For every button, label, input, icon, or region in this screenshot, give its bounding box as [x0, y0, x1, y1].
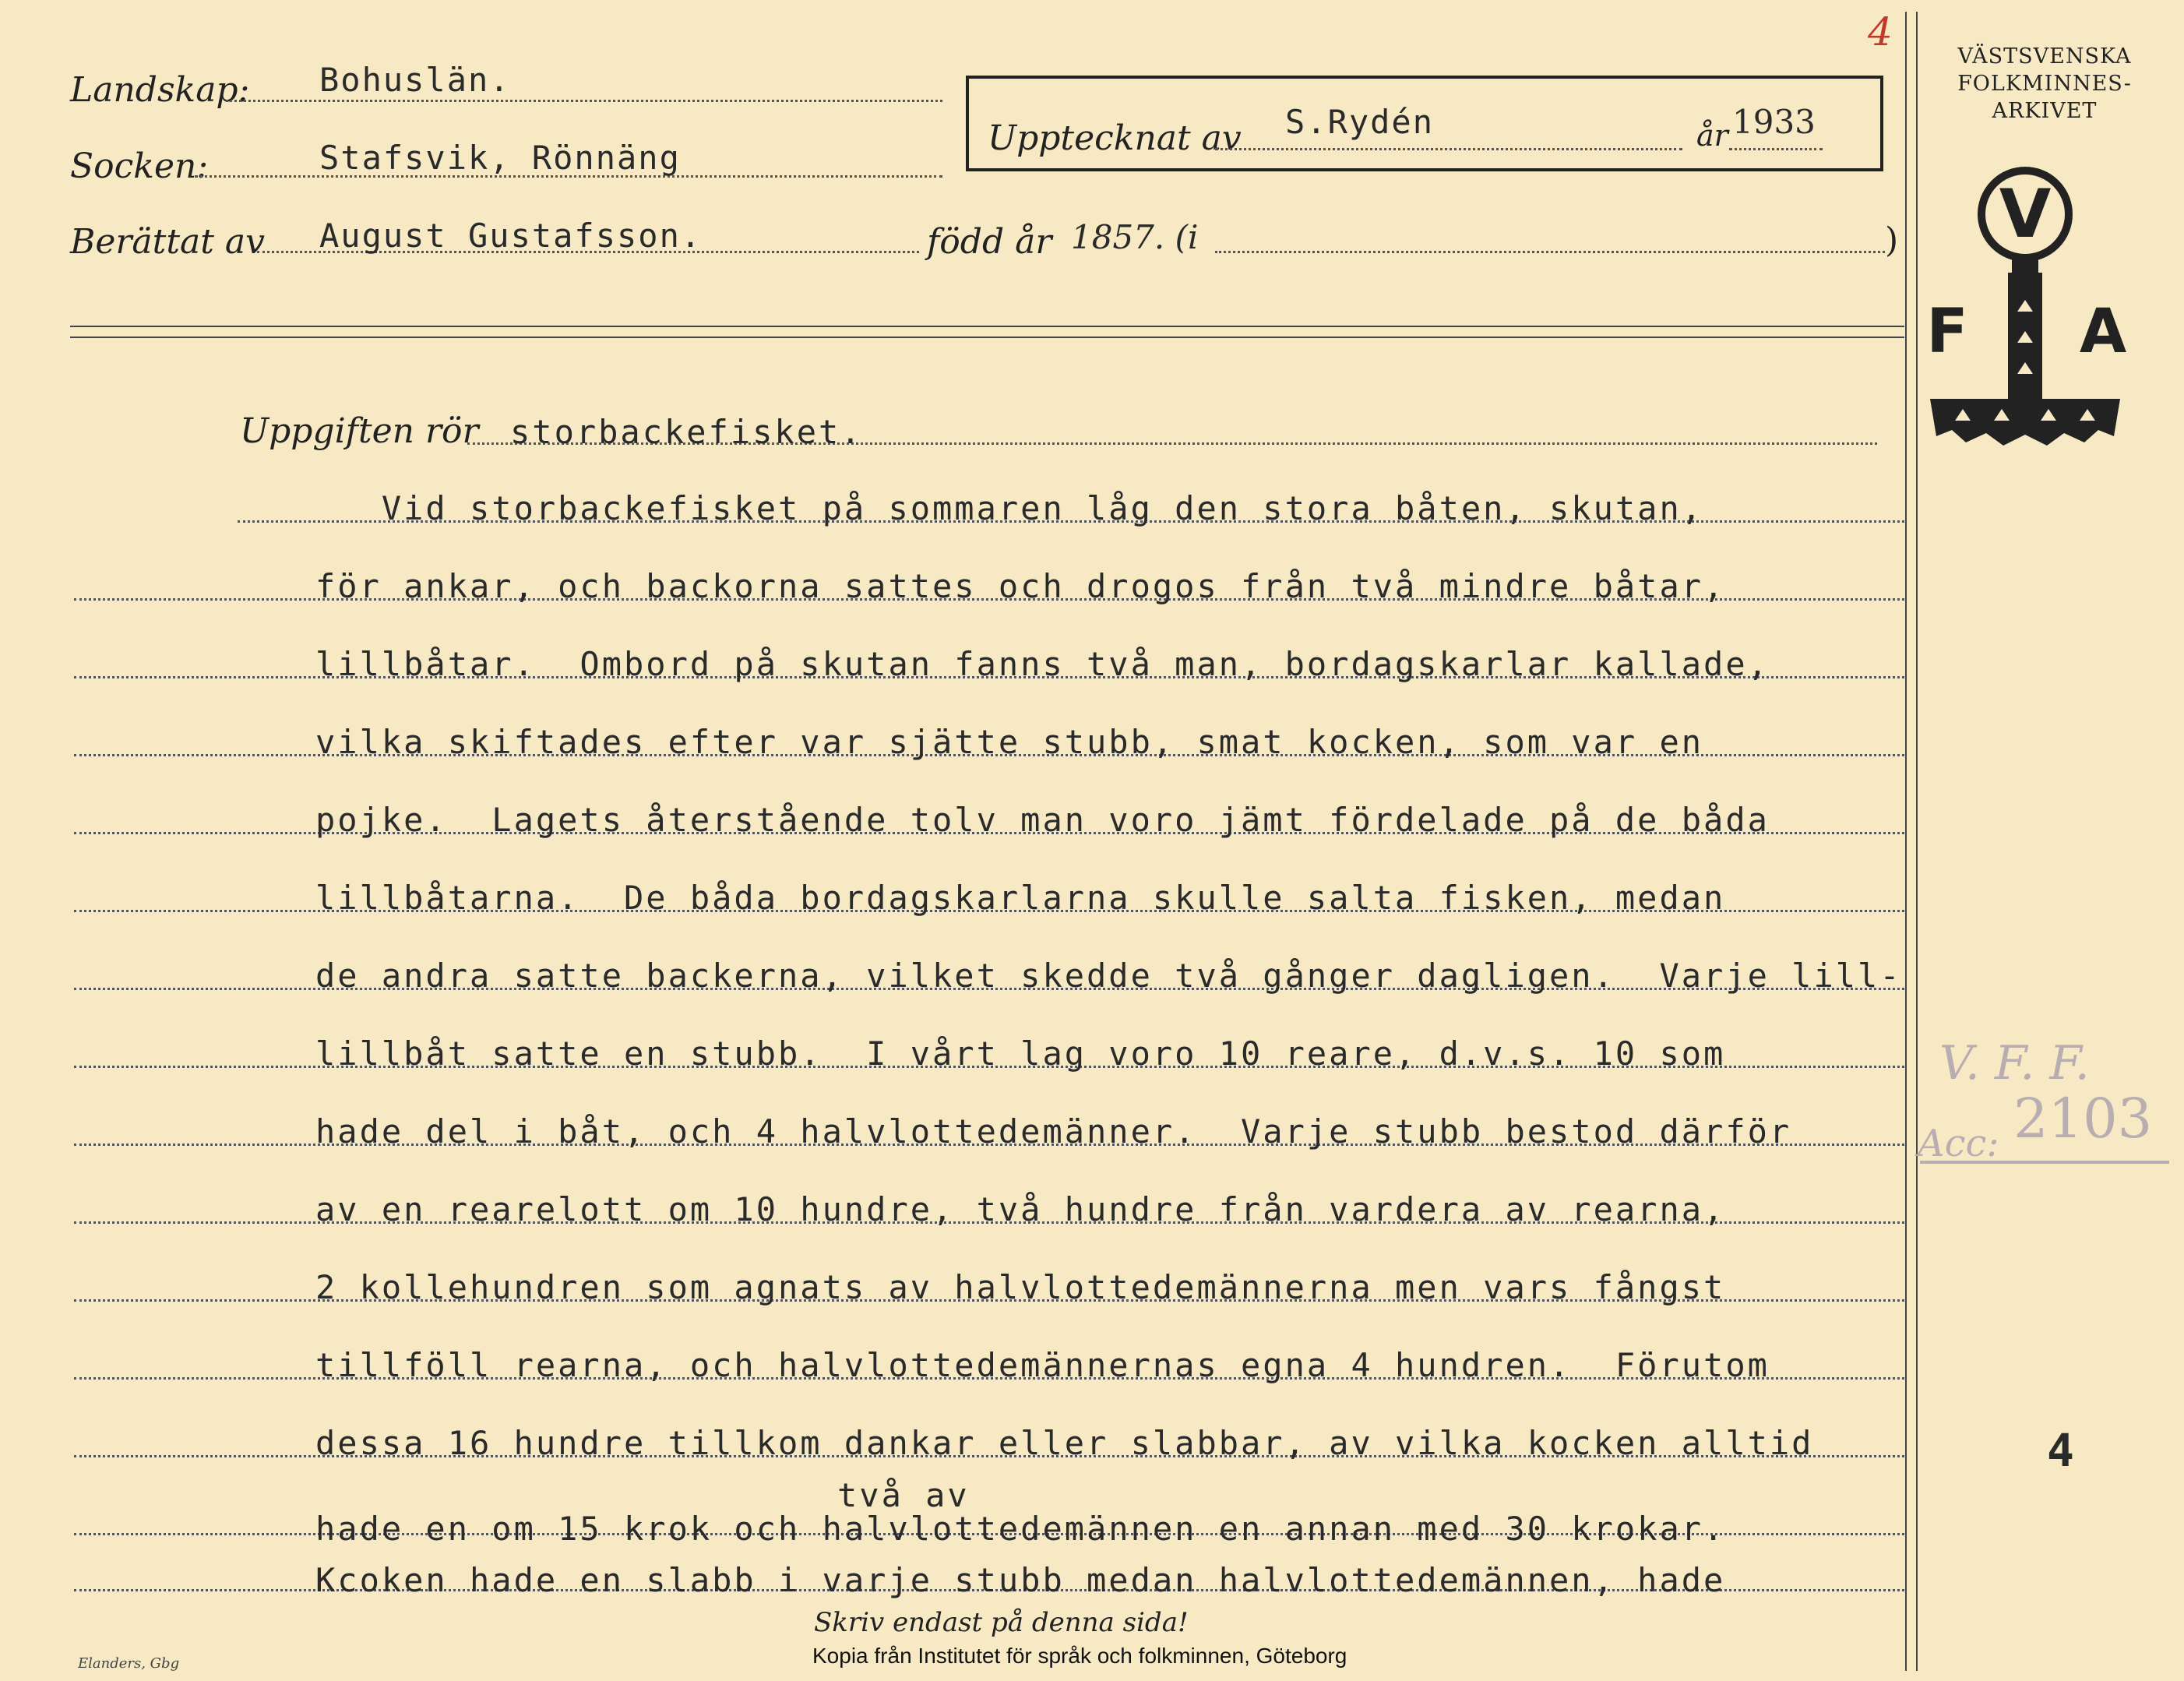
body-line: dessa 16 hundre tillkom dankar eller slabbar, av vilka kocken alltid [315, 1424, 1814, 1462]
stamp-vff: V. F. F. [1939, 1036, 2090, 1091]
body-line: Kcoken hade en slabb i varje stubb medan halvlottedemännen, hade [315, 1561, 1726, 1599]
vfa-logo-icon [1924, 156, 2158, 467]
body-line: av en rearelott om 10 hundre, två hundre från vardera av rearna, [315, 1190, 1726, 1228]
logo-a-letter: A [2079, 297, 2127, 367]
logo-v-letter: V [1999, 175, 2052, 253]
ar-value: 1933 [1732, 103, 1816, 141]
ar-label: år [1696, 118, 1728, 153]
berattat-label: Berättat av [70, 222, 265, 262]
body-line: hade en om 15 krok och halvlottedemännen en annan med 30 krokar. [315, 1510, 1726, 1548]
upptecknat-label: Upptecknat av [988, 118, 1242, 158]
body-line: vilka skiftades efter var sjätte stubb, smat kocken, som var en [315, 723, 1704, 761]
body-line: lillbåt satte en stubb. I vårt lag voro 10 reare, d.v.s. 10 som [315, 1034, 1726, 1073]
stamp-acc-value: 2103 [2013, 1087, 2153, 1151]
fodd-close-paren: ) [1885, 220, 1899, 260]
subject-label: Uppgiften rör [240, 411, 479, 451]
fodd-value: 1857. (i [1071, 218, 1199, 256]
instruction-text: Skriv endast på denna sida! [814, 1607, 1189, 1638]
archive-name-line1: VÄSTSVENSKA [1957, 44, 2132, 69]
interlinear-insertion: två av [837, 1476, 970, 1514]
body-line: lillbåtar. Ombord på skutan fanns två man, bordagskarlar kallade, [315, 645, 1770, 683]
body-line: Vid storbackefisket på sommaren låg den stora båten, skutan, [315, 489, 1704, 527]
fodd-label: född år [927, 222, 1052, 262]
body-line: lillbåtarna. De båda bordagskarlarna skulle salta fisken, medan [315, 879, 1726, 917]
logo-f-letter: F [1926, 297, 1968, 367]
subject-value: storbackefisket. [510, 413, 863, 451]
berattat-value: August Gustafsson. [319, 217, 703, 255]
body-line: hade del i båt, och 4 halvlottedemänner. Varje stubb bestod därför [315, 1112, 1792, 1151]
stamp-acc-label: Acc: [1918, 1122, 1999, 1165]
copy-footer: Kopia från Institutet för språk och folkminnen, Göteborg [812, 1644, 1347, 1668]
body-line: tillföll rearna, och halvlottedemännernas egna 4 hundren. Förutom [315, 1346, 1770, 1384]
body-line: pojke. Lagets återstående tolv man voro jämt fördelade på de båda [315, 801, 1770, 839]
body-line: 2 kollehundren som agnats av halvlottedemännerna men vars fångst [315, 1268, 1726, 1306]
margin-page-number: 4 [2047, 1424, 2076, 1477]
socken-label: Socken: [70, 146, 209, 186]
body-line: för ankar, och backorna sattes och drogos från två mindre båtar, [315, 567, 1726, 605]
separator-line-top [70, 326, 1904, 327]
upptecknat-value: S.Rydén [1285, 103, 1435, 141]
red-page-mark: 4 [1868, 9, 1893, 55]
archive-name-line2: FOLKMINNES- [1957, 72, 2132, 96]
landskap-dotted-line [226, 100, 942, 102]
landskap-label: Landskap: [70, 70, 250, 110]
fodd-dotted-line [1215, 251, 1885, 253]
upptecknat-dotted-line [1215, 148, 1682, 150]
archive-name-line3: ARKIVET [1992, 99, 2098, 123]
landskap-value: Bohuslän. [319, 61, 511, 99]
archive-name [1924, 43, 2165, 125]
right-margin-rule-inner [1916, 12, 1918, 1671]
socken-value: Stafsvik, Rönnäng [319, 139, 681, 177]
stamp-underline [1920, 1161, 2169, 1164]
body-line: de andra satte backerna, vilket skedde två gånger dagligen. Varje lill- [315, 957, 1902, 995]
right-margin-rule [1905, 12, 1907, 1671]
separator-line-bottom [70, 337, 1904, 338]
printer-imprint: Elanders, Gbg [78, 1655, 180, 1672]
ar-dotted-line [1729, 148, 1823, 150]
